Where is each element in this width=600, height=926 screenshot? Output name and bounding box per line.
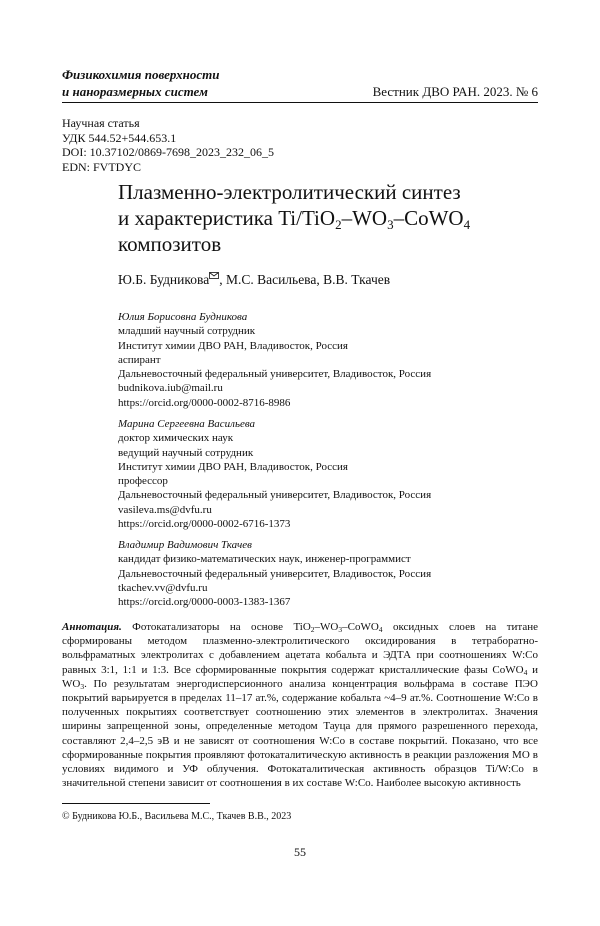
affiliation-name: Владимир Вадимович Ткачев xyxy=(118,539,252,551)
footnote-rule xyxy=(62,803,210,804)
journal-issue: Вестник ДВО РАН. 2023. № 6 xyxy=(372,84,538,99)
author-email[interactable]: vasileva.ms@dvfu.ru xyxy=(118,503,212,516)
copyright-notice: © Будникова Ю.Б., Васильева М.С., Ткачев В.В., 2023 xyxy=(62,811,292,822)
affiliation-line: Дальневосточный федеральный университет, Владивосток, Россия xyxy=(118,567,432,580)
journal-section-line1: Физикохимия поверхности xyxy=(62,67,220,82)
author-orcid[interactable]: https://orcid.org/0000-0002-8716-8986 xyxy=(118,396,291,409)
udc-code: УДК 544.52+544.653.1 xyxy=(62,130,177,145)
affiliation-line: ведущий научный сотрудник xyxy=(118,446,254,459)
page-number: 55 xyxy=(294,845,306,859)
header-rule xyxy=(62,102,538,103)
affiliation-block-2 xyxy=(118,417,538,531)
article-meta xyxy=(62,116,274,174)
affiliation-block-1 xyxy=(118,310,538,410)
affiliation-line: Институт химии ДВО РАН, Владивосток, Россия xyxy=(118,460,348,473)
title-line-3: композитов xyxy=(118,232,222,256)
affiliation-line: аспирант xyxy=(118,353,161,366)
author-email[interactable]: tkachev.vv@dvfu.ru xyxy=(118,581,208,594)
affiliation-line: младший научный сотрудник xyxy=(118,325,256,338)
abstract: Аннотация. Фотокатализаторы на основе $TiO_2-WO_3-CoWO_4$ оксидных слоев на титане сформированы методом плазменно-электролитического оксидирования в тетраборатно-вольфраматных электролитах с добавлением ацетата кобальта и ЭДТА при соотношениях W:Co равных 3:1, 1:1 и 1:3. Все сформированные покрытия содержат кристаллические фазы CoWO$_4$ и $WO_3$. По результатам энергодисперсионного анализа концентрация вольфрама в составе ПЭО покрытий варьируется в пределах 11–17 ат.%, содержание кобальта ~4–9 ат.%. Соотношение W:Co в полученных покрытиях соответствует соотношению этих элементов в электролитах. Значения ширины запрещенной зоны, определенные методом Тауца для прямого разрешенного перехода, составляют 2,4–2,5 эВ и не зависят от соотношения W:Co в составе покрытий. Показано, что все сформированные покрытия проявляют фотокаталитическую активность в реакции разложения МО в условиях видимого и УФ облучения. Фотокаталитическая активность образцов Ti/W:Co в значительной степени зависит от соотношения в их составе W:Co. Наиболее высокую активность xyxy=(62,621,538,790)
affiliation-block-3 xyxy=(118,538,538,609)
article-type: Научная статья xyxy=(62,116,140,130)
author-orcid[interactable]: https://orcid.org/0000-0003-1383-1367 xyxy=(118,596,291,609)
doi[interactable]: DOI: 10.37102/0869-7698_2023_232_06_5 xyxy=(62,145,274,159)
edn: EDN: FVTDYC xyxy=(62,159,142,174)
affiliation-line: профессор xyxy=(118,475,168,488)
journal-section xyxy=(62,66,219,100)
author-email[interactable]: budnikova.iub@mail.ru xyxy=(118,382,223,395)
affiliation-line: Институт химии ДВО РАН, Владивосток, Россия xyxy=(118,339,348,352)
affiliation-name: Юлия Борисовна Будникова xyxy=(118,311,248,323)
affiliation-line: Дальневосточный федеральный университет, Владивосток, Россия xyxy=(118,368,432,381)
affiliation-line: доктор химических наук xyxy=(118,432,234,445)
author-1: Ю.Б. Будникова xyxy=(118,272,210,287)
author-orcid[interactable]: https://orcid.org/0000-0002-6716-1373 xyxy=(118,518,291,531)
title-line-1: Плазменно-электролитический синтез xyxy=(118,180,461,204)
title-line-2: и характеристика $Ti/TiO_2-WO_3-CoWO_4$ xyxy=(118,206,471,232)
author-list xyxy=(118,268,390,288)
envelope-icon xyxy=(209,271,219,282)
other-authors: , М.С. Васильева, В.В. Ткачев xyxy=(219,272,391,287)
article-title xyxy=(118,179,558,257)
abstract-label: Аннотация. xyxy=(62,621,122,633)
affiliation-line: Дальневосточный федеральный университет, Владивосток, Россия xyxy=(118,489,432,502)
journal-section-line2: и наноразмерных систем xyxy=(62,84,208,99)
affiliation-line: кандидат физико-математических наук, инженер-программист xyxy=(118,553,411,566)
affiliation-name: Марина Сергеевна Васильева xyxy=(118,418,256,430)
